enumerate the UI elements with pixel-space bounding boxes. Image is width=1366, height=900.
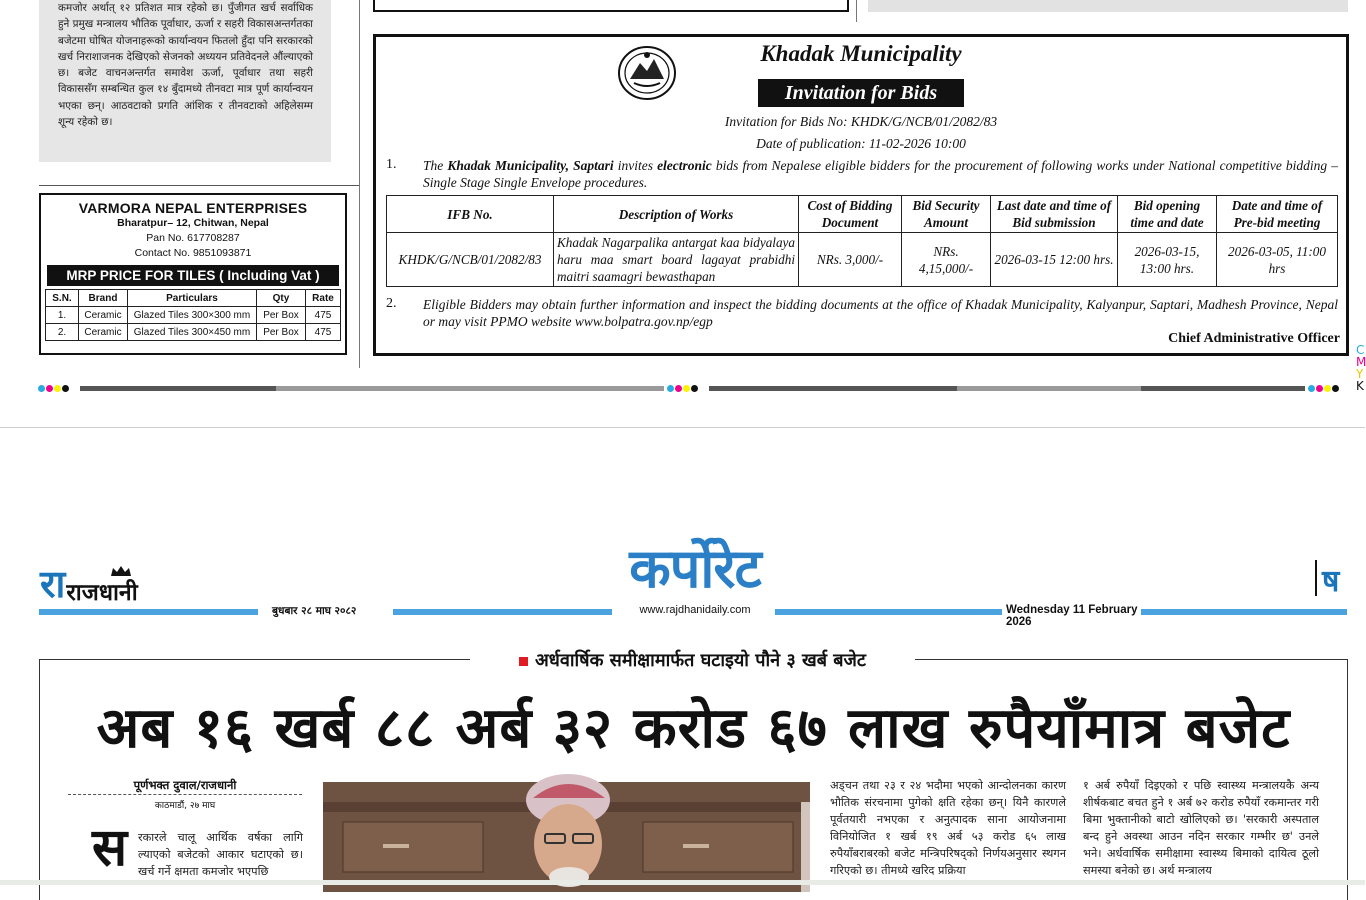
masthead-rule: [393, 609, 612, 615]
page-separator: [0, 427, 1365, 428]
notice-signoff: Chief Administrative Officer: [1168, 331, 1340, 346]
table-cell: Glazed Tiles 300×300 mm: [128, 307, 257, 324]
table-row: [387, 233, 1338, 287]
ad-address: Bharatpur– 12, Chitwan, Nepal: [117, 217, 269, 229]
table-header: Rate: [306, 290, 341, 307]
registration-dots: [38, 385, 70, 393]
ad-pan: Pan No. 617708287: [146, 232, 240, 244]
story-kicker: [470, 648, 915, 674]
previous-article-box: [39, 0, 331, 162]
page-marker: ष: [1322, 564, 1340, 599]
registration-bar: [1141, 386, 1305, 391]
municipality-seal-icon: [616, 45, 678, 101]
previous-ad-box: [868, 0, 1348, 12]
section-title: कर्पोरेट: [629, 537, 761, 600]
table-header: Particulars: [128, 290, 257, 307]
date-english: Wednesday 11 February 2026: [1006, 604, 1138, 628]
varmora-ad: [39, 193, 347, 355]
yellow-dot-icon: [54, 385, 61, 392]
date-nepali: बुधबार २८ माघ २०८२: [272, 605, 357, 617]
table-cell: Per Box: [257, 307, 306, 324]
byline-rule: [68, 794, 302, 795]
notice-title: Khadak Municipality: [760, 41, 962, 66]
cmyk-label: C: [1356, 343, 1365, 357]
ad-company-name: VARMORA NEPAL ENTERPRISES: [78, 200, 308, 216]
registration-dots: [667, 385, 699, 393]
notice-paragraph-2: Eligible Bidders may obtain further information and inspect the bidding documents at the office of Khadak Municipality, Kalyanpur, Saptari, Madhesh Province, Nepal or may visit PPMO website www.bolpatra.gov.np/egp: [423, 297, 1338, 329]
cmyk-labels: [1356, 344, 1366, 392]
para-text-bold: Khadak Municipality, Saptari: [447, 158, 614, 173]
table-header: Date and time of Pre-bid meeting: [1217, 196, 1338, 233]
table-cell: KHDK/G/NCB/01/2082/83: [387, 233, 554, 287]
magenta-dot-icon: [1316, 385, 1323, 392]
yellow-dot-icon: [683, 385, 690, 392]
yellow-dot-icon: [1324, 385, 1331, 392]
masthead-rule: [775, 609, 1002, 615]
table-header: Cost of Bidding Document: [799, 196, 902, 233]
notice-banner: Invitation for Bids: [758, 79, 964, 107]
table-cell: 475: [306, 324, 341, 341]
table-header: Brand: [79, 290, 128, 307]
table-cell: Khadak Nagarpalika antargat kaa bidyalaya haru maa smart board lagayat prabidhi maitri saamagri bewasthapan: [554, 233, 799, 287]
black-dot-icon: [1332, 385, 1339, 392]
bullet-square-icon: [519, 657, 528, 666]
table-cell: 475: [306, 307, 341, 324]
masthead-rule: [39, 609, 258, 615]
crown-icon: [110, 565, 132, 577]
cmyk-label: M: [1356, 355, 1366, 369]
story-byline: पूर्णभक्त दुवाल/राजधानी: [133, 778, 237, 792]
table-cell: 2026-03-15 12:00 hrs.: [991, 233, 1118, 287]
table-cell: NRs. 3,000/-: [799, 233, 902, 287]
column-divider-vertical: [856, 0, 857, 22]
table-cell: Ceramic: [79, 324, 128, 341]
story-column-1: रकारले चालू आर्थिक वर्षका लागि ल्याएको बजेटको आकार घटाएको छ। खर्च गर्ने क्षमता कमजोर भएपछि: [138, 831, 303, 878]
table-cell: Per Box: [257, 324, 306, 341]
ad-contact: Contact No. 9851093871: [134, 247, 252, 259]
cyan-dot-icon: [1308, 385, 1315, 392]
story-headline: अब १६ खर्ब ८८ अर्ब ३२ करोड ६७ लाख रुपैयाँमात्र बजेट: [96, 696, 1291, 761]
registration-dots: [1308, 385, 1340, 393]
ad-price-banner: MRP PRICE FOR TILES ( Including Vat ): [47, 265, 339, 286]
table-cell: 1.: [46, 307, 79, 324]
story-dateline: काठमाडौं, २७ माघ: [154, 801, 216, 811]
table-header-row: [387, 196, 1338, 233]
bid-notice: [373, 34, 1349, 356]
kicker-text: अर्धवार्षिक समीक्षामार्फत घटाइयो पौने ३ खर्ब बजेट: [535, 650, 866, 671]
registration-bar: [276, 386, 664, 391]
column-divider: [39, 185, 359, 186]
black-dot-icon: [691, 385, 698, 392]
para-text-bold: electronic: [657, 158, 712, 173]
bid-table: [386, 195, 1338, 287]
drop-cap: स: [92, 818, 128, 878]
magenta-dot-icon: [675, 385, 682, 392]
table-header: IFB No.: [387, 196, 554, 233]
previous-ad-box: [373, 0, 849, 12]
table-cell: NRs. 4,15,000/-: [902, 233, 991, 287]
table-cell: 2.: [46, 324, 79, 341]
table-header: Qty: [257, 290, 306, 307]
table-row: [46, 324, 341, 341]
previous-article-text: कमजोर अर्थात् १२ प्रतिशत मात्र रहेको छ। पुँजीगत खर्च सर्वाधिक हुने प्रमुख मन्त्रालय भौतिक पूर्वाधार, ऊर्जा र सहरी विकासअन्तर्गतका बजेटमा घोषित योजनाहरूको कार्यान्वयन फितलो हुँदा पनि सरकारको खर्च निराशाजनक देखिएको सेजनको अध्ययन प्रतिवेदनले औंल्याएको छ। बजेट वाचनअन्तर्गत समावेश ऊर्जा, पूर्वाधार तथा सहरी विकाससँग सम्बन्धित कुल १४ बुँदामध्ये तीनवटा मात्र पूर्ण कार्यान्वयन भएका छन्। आठवटाको प्रगति आंशिक र तीनवटाको अहिलेसम्म शून्य रहेको छ।: [58, 2, 313, 129]
table-cell: 2026-03-05, 11:00 hrs: [1217, 233, 1338, 287]
para-text: The: [423, 158, 448, 173]
masthead-rule: [1141, 609, 1347, 615]
notice-publication-date: Date of publication: 11-02-2026 10:00: [756, 136, 966, 151]
logo-word: राजधानी: [66, 580, 138, 606]
story-column-3: अड्चन तथा २३ र २४ भदौमा भएको आन्दोलनका कारण भौतिक संरचनामा पुगेको क्षति रहेका छन्। यिनै कारणले पूर्वतयारी नभएका र अनुत्पादक साना आयोजनामा विनियोजित १ खर्ब १९ अर्ब ५३ करोड ६५ लाख रुपैयाँबराबरको बजेट मन्त्रिपरिषद्को निर्णयअनुसार स्थगन गरिएको छ। तीमध्ये खरिद प्रक्रिया: [830, 779, 1066, 877]
table-header-row: [46, 290, 341, 307]
story-photo: [323, 782, 810, 892]
black-dot-icon: [62, 385, 69, 392]
logo-mark: रा: [40, 562, 66, 606]
cyan-dot-icon: [667, 385, 674, 392]
story-column-4: १ अर्ब रुपैयाँ दिइएको र पछि स्वास्थ्य मन्त्रालयकै अन्य शीर्षकबाट बचत हुने १ अर्ब ७२ करोड रुपैयाँ रकमान्तर गरी बिमा भुक्तानीको बाटो खोलिएको छ। 'सरकारी अस्पताल बन्द हुने अवस्था आउन नदिन सरकार गम्भीर छ' उनले भने। अर्धवार्षिक समीक्षामा स्वास्थ्य बिमाको दायित्व ठूलो समस्या बनेको छ। अर्थ मन्त्रालय: [1083, 779, 1319, 877]
table-row: [46, 307, 341, 324]
cmyk-label: K: [1356, 379, 1364, 393]
registration-bar: [957, 386, 1141, 391]
table-header: Description of Works: [554, 196, 799, 233]
para-text: bids from Nepalese eligible bidders for the procurement of following works under National competitive bidding – Single Stage Single Envelope procedures.: [423, 158, 1338, 190]
cmyk-label: Y: [1356, 367, 1364, 381]
viewer-bottom-strip: [0, 880, 1365, 885]
registration-bar: [709, 386, 957, 391]
notice-reference: Invitation for Bids No: KHDK/G/NCB/01/2082/83: [724, 114, 998, 129]
registration-bar: [80, 386, 276, 391]
table-header: Bid Security Amount: [902, 196, 991, 233]
table-cell: 2026-03-15, 13:00 hrs.: [1118, 233, 1217, 287]
cyan-dot-icon: [38, 385, 45, 392]
table-header: Bid opening time and date: [1118, 196, 1217, 233]
para-text: invites: [613, 158, 658, 173]
price-table: [45, 289, 341, 341]
site-url[interactable]: www.rajdhanidaily.com: [639, 604, 751, 616]
table-header: S.N.: [46, 290, 79, 307]
para-number: 2.: [386, 296, 397, 311]
notice-paragraph-1: [423, 157, 1338, 191]
photo-scene: [323, 782, 810, 892]
page-marker-rule: [1315, 560, 1317, 596]
magenta-dot-icon: [46, 385, 53, 392]
table-cell: Ceramic: [79, 307, 128, 324]
table-cell: Glazed Tiles 300×450 mm: [128, 324, 257, 341]
table-header: Last date and time of Bid submission: [991, 196, 1118, 233]
column-divider-vertical: [359, 0, 360, 368]
para-number: 1.: [386, 157, 397, 172]
